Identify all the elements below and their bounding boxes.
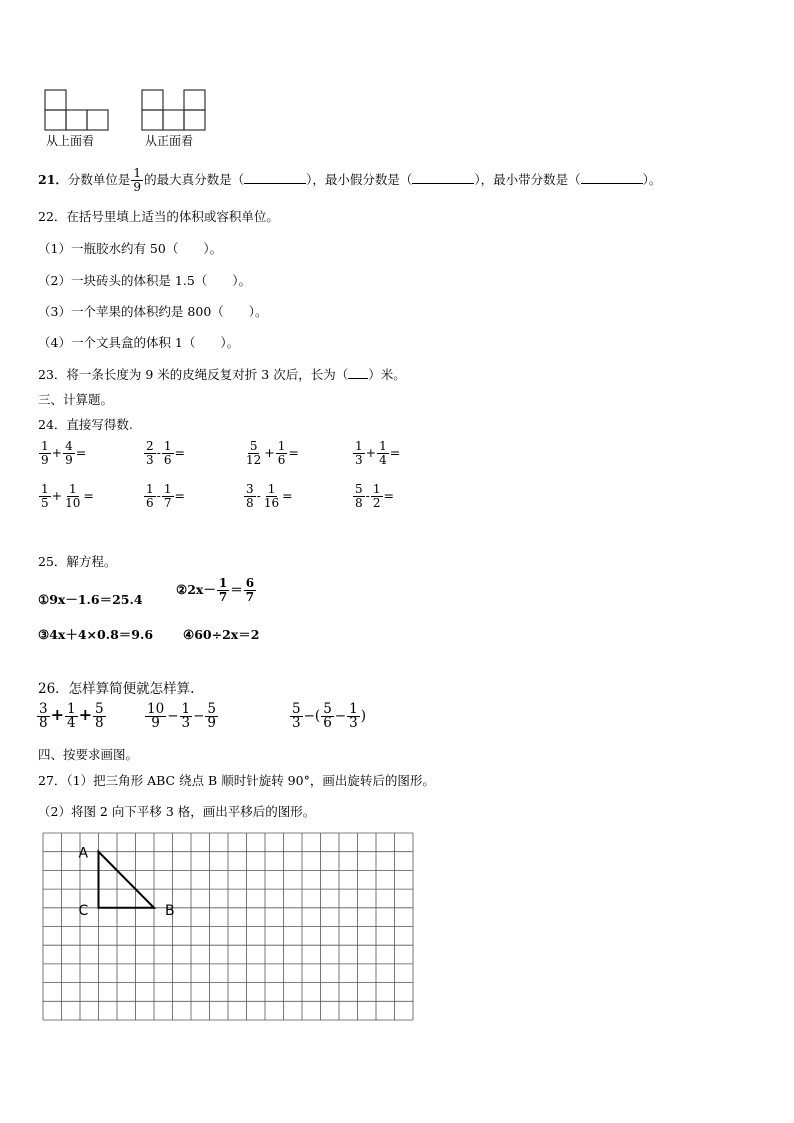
q24-frac-b xyxy=(262,483,281,510)
q24-frac-a xyxy=(144,483,156,510)
q24-exercise xyxy=(352,440,400,467)
q21-text-4: ），最小带分数是（ xyxy=(474,172,581,187)
q26-e1-n2: 1 xyxy=(67,701,76,717)
q25-e2-frac-2 xyxy=(244,577,256,604)
q26-expression-2 xyxy=(144,703,219,730)
q22-item-3: （3）一个苹果的体积约是 800（ ）。 xyxy=(38,304,268,319)
q24-frac-a xyxy=(144,440,156,467)
q25-equation-4: ④60÷2x＝2 xyxy=(183,627,260,642)
q26-e1-n1: 3 xyxy=(39,701,48,717)
q24-den-a: 6 xyxy=(146,496,154,510)
q27-line-1: 27．（1）把三角形 ABC 绕点 B 顺时针旋转 90°，画出旋转后的图形。 xyxy=(38,773,435,788)
q24-den-b: 2 xyxy=(372,496,381,510)
q26-title: 26．怎样算简便就怎样算. xyxy=(38,681,195,697)
q26-e2-n3: 5 xyxy=(207,701,216,717)
front-view-label: 从正面看 xyxy=(145,134,194,148)
q26-e2-n2: 1 xyxy=(181,701,191,717)
q23-text-2: ）米。 xyxy=(368,367,406,382)
q24-num-b: 1 xyxy=(379,439,387,453)
q26-e1-d3: 8 xyxy=(95,715,104,731)
q24-num-b: 1 xyxy=(163,482,172,496)
q24-den-b: 6 xyxy=(163,453,172,467)
q24-exercise xyxy=(243,440,299,467)
q23-text-1: 23．将一条长度为 9 米的皮绳反复对折 3 次后，长为（ xyxy=(38,367,349,382)
q24-operator: - xyxy=(365,488,370,503)
q26-e2-op1: − xyxy=(167,708,179,724)
q25-e2-num-2: 6 xyxy=(245,576,255,590)
q24-operator: - xyxy=(156,488,161,503)
q24-operator: + xyxy=(264,445,275,460)
q24-frac-b xyxy=(377,440,389,467)
q24-den-b: 7 xyxy=(163,496,172,510)
q21-text-5: ）。 xyxy=(642,172,662,187)
q24-num-b: 1 xyxy=(267,482,276,496)
q24-den-b: 4 xyxy=(379,453,387,467)
q24-exercise xyxy=(143,483,185,510)
top-view-label: 从上面看 xyxy=(46,134,95,148)
q24-frac-b xyxy=(371,483,383,510)
q24-frac-a xyxy=(39,483,51,510)
q26-e2-frac-2 xyxy=(180,703,193,730)
q24-frac-a xyxy=(353,483,365,510)
q24-equals: = xyxy=(282,488,293,503)
q26-e1-d2: 4 xyxy=(67,715,76,731)
q26-e1-frac-3 xyxy=(93,703,106,730)
q26-e2-frac-3 xyxy=(205,703,218,730)
q25-e2-num-1: 1 xyxy=(218,576,228,590)
q24-frac-a xyxy=(244,440,263,467)
q24-frac-a xyxy=(353,440,365,467)
q26-e2-d2: 3 xyxy=(181,715,191,731)
q26-e1-op1: + xyxy=(50,705,64,724)
q26-e3-op2: − xyxy=(334,708,347,724)
q24-den-a: 12 xyxy=(246,453,262,467)
q26-e3-d2: 6 xyxy=(323,715,332,731)
q25-e2-den-1: 7 xyxy=(218,590,228,604)
q24-frac-b xyxy=(63,483,82,510)
q24-frac-b xyxy=(63,440,75,467)
drawing-grid[interactable] xyxy=(42,832,416,1024)
q24-num-b: 1 xyxy=(163,439,172,453)
q21-blank-1[interactable] xyxy=(244,172,306,184)
q24-equals: = xyxy=(174,488,185,503)
q24-num-a: 1 xyxy=(146,482,154,496)
q24-equals: = xyxy=(383,488,394,503)
q24-exercise xyxy=(38,483,94,510)
q24-exercise xyxy=(38,440,86,467)
q22-item-1: （1）一瓶胶水约有 50（ ）。 xyxy=(38,241,223,256)
q27-line-2: （2）将图 2 向下平移 3 格，画出平移后的图形。 xyxy=(38,804,316,819)
q26-e3-op1: −( xyxy=(303,708,321,724)
q26-e3-d3: 3 xyxy=(349,715,358,731)
q26-expression-3 xyxy=(289,703,366,730)
q24-frac-b xyxy=(276,440,288,467)
q26-e1-frac-2 xyxy=(65,703,78,730)
triangle-abc xyxy=(99,852,155,908)
q22-item-2: （2）一块砖头的体积是 1.5（ ）。 xyxy=(38,273,252,288)
q24-operator: + xyxy=(51,488,63,503)
q21-blank-3[interactable] xyxy=(581,172,643,184)
q22-item-4: （4）一个文具盒的体积 1（ ）。 xyxy=(38,335,240,350)
q24-operator: + xyxy=(365,445,377,460)
q24-num-b: 1 xyxy=(372,482,381,496)
q26-e3-d1: 3 xyxy=(292,715,301,731)
q24-frac-b xyxy=(162,483,174,510)
label-point-a: A xyxy=(78,845,89,862)
q26-e1-n3: 5 xyxy=(95,701,104,717)
q24-equals: = xyxy=(75,445,87,460)
q26-e1-op2: + xyxy=(78,705,92,724)
q24-den-a: 5 xyxy=(41,496,49,510)
q24-num-b: 1 xyxy=(68,482,77,496)
q24-den-a: 8 xyxy=(355,496,363,510)
q24-den-a: 8 xyxy=(246,496,254,510)
q24-operator: - xyxy=(256,488,261,503)
label-point-b: B xyxy=(165,902,175,919)
q24-exercise xyxy=(243,483,293,510)
q22-title: 22．在括号里填上适当的体积或容积单位。 xyxy=(38,209,279,224)
q24-den-b: 9 xyxy=(65,453,73,467)
q24-den-a: 9 xyxy=(41,453,49,467)
q24-frac-a xyxy=(244,483,256,510)
q24-num-a: 1 xyxy=(41,482,49,496)
q24-den-a: 3 xyxy=(146,453,154,467)
q26-e3-frac-3 xyxy=(347,703,360,730)
q26-e1-d1: 8 xyxy=(39,715,48,731)
q25-equation-2 xyxy=(176,577,257,604)
front-view-figure xyxy=(141,89,207,131)
q26-e3-n1: 5 xyxy=(292,701,301,717)
q21-fraction xyxy=(131,167,143,194)
label-point-c: C xyxy=(78,902,89,919)
q26-e1-frac-1 xyxy=(37,703,50,730)
q24-num-b: 1 xyxy=(277,439,286,453)
q25-e2-equals: ＝ xyxy=(230,582,243,597)
q21-number: 21． xyxy=(38,172,68,187)
q25-title: 25．解方程。 xyxy=(38,554,117,569)
q24-num-a: 1 xyxy=(41,439,49,453)
q26-e3-frac-1 xyxy=(290,703,303,730)
q24-num-b: 4 xyxy=(65,439,73,453)
q24-frac-a xyxy=(39,440,51,467)
question-21 xyxy=(38,160,661,200)
q26-e3-n2: 5 xyxy=(323,701,332,717)
q24-den-b: 6 xyxy=(277,453,286,467)
q24-equals: = xyxy=(288,445,299,460)
q21-frac-num: 1 xyxy=(133,166,142,180)
q24-num-a: 2 xyxy=(146,439,154,453)
q21-text-3: ），最小假分数是（ xyxy=(306,172,413,187)
q26-e2-d3: 9 xyxy=(207,715,216,731)
q24-den-b: 16 xyxy=(263,496,280,510)
q26-e3-frac-2 xyxy=(321,703,334,730)
q26-e2-d1: 9 xyxy=(151,715,160,731)
q24-equals: = xyxy=(83,488,94,503)
q24-frac-b xyxy=(162,440,174,467)
q24-operator: - xyxy=(156,445,161,460)
q25-equation-3: ③4x＋4×0.8＝9.6 xyxy=(38,627,154,642)
q26-e3-close: ) xyxy=(360,708,366,724)
q24-den-b: 10 xyxy=(65,496,81,510)
q24-num-a: 5 xyxy=(355,482,363,496)
q25-e2-frac-1 xyxy=(217,577,229,604)
top-view-figure xyxy=(44,89,110,131)
q24-operator: + xyxy=(51,445,63,460)
q24-equals: = xyxy=(389,445,401,460)
q24-equals: = xyxy=(174,445,185,460)
question-23 xyxy=(38,365,406,383)
q21-blank-2[interactable] xyxy=(412,172,474,184)
q24-den-a: 3 xyxy=(355,453,363,467)
q24-exercise xyxy=(352,483,394,510)
q26-e2-op2: − xyxy=(193,708,205,724)
q26-e3-n3: 1 xyxy=(349,701,358,717)
q25-e2-prefix: ②2x－ xyxy=(176,582,216,597)
q24-num-a: 5 xyxy=(249,439,258,453)
section-3-heading: 三、计算题。 xyxy=(38,392,114,407)
q24-exercise xyxy=(143,440,185,467)
q26-e2-frac-1 xyxy=(145,703,166,730)
q24-title: 24．直接写得数. xyxy=(38,417,133,432)
q25-e2-den-2: 7 xyxy=(245,590,255,604)
q26-expression-1 xyxy=(36,703,107,730)
q26-e2-n1: 10 xyxy=(147,701,165,717)
q21-frac-den: 9 xyxy=(133,180,142,194)
q23-blank[interactable] xyxy=(348,367,368,379)
q21-text-2: 的最大真分数是（ xyxy=(144,172,245,187)
q24-num-a: 3 xyxy=(246,482,254,496)
q24-num-a: 1 xyxy=(355,439,363,453)
section-4-heading: 四、按要求画图。 xyxy=(38,747,139,762)
q25-equation-1: ①9x－1.6＝25.4 xyxy=(38,592,143,607)
q21-text-1: 分数单位是 xyxy=(67,172,131,187)
